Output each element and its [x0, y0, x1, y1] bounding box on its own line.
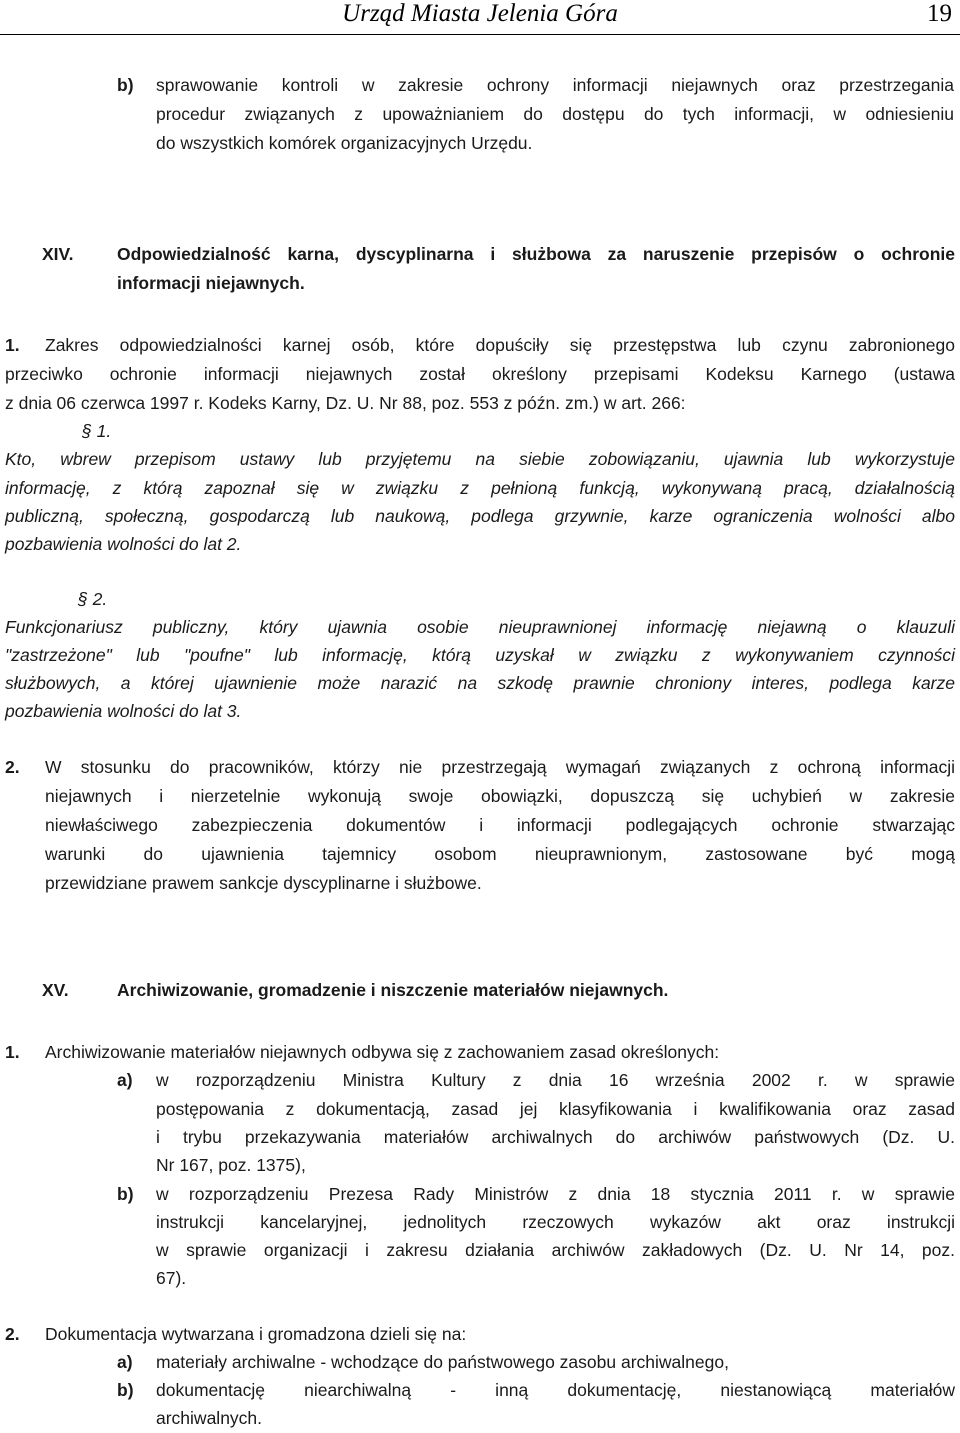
item-text-line: 67). [156, 1268, 187, 1288]
item-text-line: do wszystkich komórek organizacyjnych Urzędu. [156, 133, 533, 153]
item-text-line: instrukcji kancelaryjnej, jednolitych rzeczowych wykazów akt oraz instrukcji [156, 1212, 955, 1232]
item-label: a) [117, 1352, 133, 1372]
paragraph-number: 1. [5, 335, 20, 355]
paragraph-number: 2. [5, 757, 20, 777]
article-line: pozbawienia wolności do lat 2. [5, 534, 242, 554]
item-text-line: sprawowanie kontroli w zakresie ochrony informacji niejawnych oraz przestrzegania [156, 75, 954, 95]
article-line: "zastrzeżone" lub "poufne" lub informację, którą uzyskał w związku z wykonywaniem czynności [5, 645, 955, 665]
article-line: Funkcjonariusz publiczny, który ujawnia osobie nieuprawnionej informację niejawną o klauzuli [5, 617, 955, 637]
article-line: Kto, wbrew przepisom ustawy lub przyjętemu na siebie zobowiązaniu, ujawnia lub wykorzystuje [5, 449, 955, 469]
header-rule [0, 34, 960, 35]
section-title-line: Odpowiedzialność karna, dyscyplinarna i służbowa za naruszenie przepisów o ochronie [117, 244, 955, 264]
paragraph-line: przeciwko ochronie informacji niejawnych został określony przepisami Kodeksu Karnego (ustawa [5, 364, 955, 384]
paragraph-line: przewidziane prawem sankcje dyscyplinarne i służbowe. [45, 873, 482, 893]
section-number: XV. [42, 980, 69, 1000]
article-mark: § 2. [78, 589, 108, 609]
item-label: b) [117, 1380, 134, 1400]
item-text-line: materiały archiwalne - wchodzące do państwowego zasobu archiwalnego, [156, 1352, 729, 1372]
paragraph-line: Archiwizowanie materiałów niejawnych odbywa się z zachowaniem zasad określonych: [45, 1042, 720, 1062]
paragraph-line: z dnia 06 czerwca 1997 r. Kodeks Karny, Dz. U. Nr 88, poz. 553 z późn. zm.) w art. 266: [5, 393, 686, 413]
item-label: a) [117, 1070, 133, 1090]
item-text-line: i trybu przekazywania materiałów archiwalnych do archiwów państwowych (Dz. U. [156, 1127, 955, 1147]
article-line: publiczną, społeczną, gospodarczą lub naukową, podlega grzywnie, karze ograniczenia wolności albo [5, 506, 955, 526]
item-text-line: procedur związanych z upoważnianiem do dostępu do tych informacji, w odniesieniu [156, 104, 954, 124]
item-label: b) [117, 1184, 134, 1204]
section-title-line: informacji niejawnych. [117, 273, 305, 293]
article-line: służbowych, a której ujawnienie może narazić na szkodę prawnie chroniony interes, podlega karze [5, 673, 955, 693]
paragraph-line: niewłaściwego zabezpieczenia dokumentów i informacji podlegających ochronie stwarzając [45, 815, 955, 835]
paragraph-line: niejawnych i nierzetelnie wykonują swoje obowiązki, dopuszczą się uchybień w zakresie [45, 786, 955, 806]
article-line: pozbawienia wolności do lat 3. [5, 701, 242, 721]
item-text-line: postępowania z dokumentacją, zasad jej klasyfikowania i kwalifikowania oraz zasad [156, 1099, 955, 1119]
section-title: Archiwizowanie, gromadzenie i niszczenie materiałów niejawnych. [117, 980, 669, 1000]
article-line: informację, z którą zapoznał się w związku z pełnioną funkcją, wykonywaną pracą, działalnością [5, 478, 955, 498]
section-number: XIV. [42, 244, 74, 264]
paragraph-line: warunki do ujawnienia tajemnicy osobom nieuprawnionym, zastosowane być mogą [45, 844, 955, 864]
item-text-line: dokumentację niearchiwalną - inną dokumentację, niestanowiącą materiałów [156, 1380, 955, 1400]
item-label: b) [117, 75, 134, 95]
paragraph-number: 2. [5, 1324, 20, 1344]
document-header-title: Urząd Miasta Jelenia Góra [342, 0, 618, 27]
page-number: 19 [927, 0, 952, 27]
item-text-line: w rozporządzeniu Ministra Kultury z dnia 16 września 2002 r. w sprawie [156, 1070, 955, 1090]
paragraph-line: W stosunku do pracowników, którzy nie przestrzegają wymagań związanych z ochroną informacji [45, 757, 955, 777]
item-text-line: Nr 167, poz. 1375), [156, 1155, 306, 1175]
item-text-line: w rozporządzeniu Prezesa Rady Ministrów z dnia 18 stycznia 2011 r. w sprawie [156, 1184, 955, 1204]
paragraph-line: Zakres odpowiedzialności karnej osób, które dopuściły się przestępstwa lub czynu zabronionego [45, 335, 955, 355]
paragraph-line: Dokumentacja wytwarzana i gromadzona dzieli się na: [45, 1324, 467, 1344]
paragraph-number: 1. [5, 1042, 20, 1062]
item-text-line: w sprawie organizacji i zakresu działania archiwów zakładowych (Dz. U. Nr 14, poz. [156, 1240, 955, 1260]
article-mark: § 1. [82, 421, 112, 441]
item-text-line: archiwalnych. [156, 1408, 263, 1428]
